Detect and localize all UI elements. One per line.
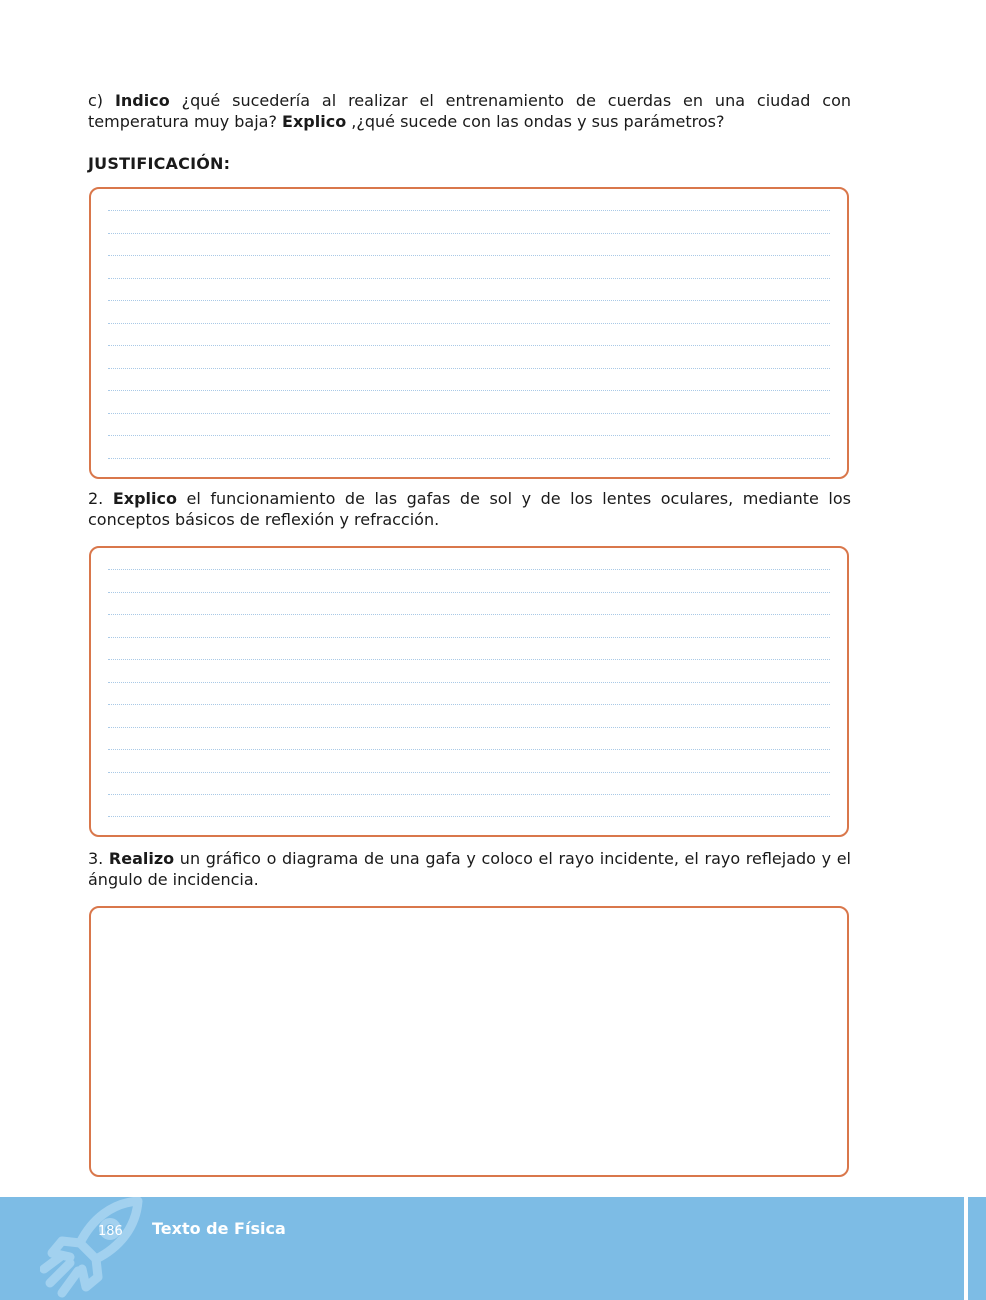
page-number: 186	[98, 1224, 123, 1239]
guide-line	[108, 390, 830, 391]
question-2-text: el funcionamiento de las gafas de sol y de los lentes oculares, mediante los conceptos básicos de reflexión y refracción.	[88, 489, 851, 529]
guide-line	[108, 413, 830, 414]
guide-line	[108, 345, 830, 346]
guide-line	[108, 435, 830, 436]
guide-line	[108, 659, 830, 660]
question-c	[88, 90, 851, 132]
guide-line	[108, 458, 830, 459]
guide-line	[108, 569, 830, 570]
question-3-prefix: 3.	[88, 849, 109, 868]
question-3	[88, 848, 851, 890]
guide-line	[108, 255, 830, 256]
question-2	[88, 488, 851, 530]
question-c-text-1: ¿qué sucedería al realizar el entrenamiento de cuerdas en una ciudad con temperatura muy baja?	[88, 91, 852, 131]
guide-line	[108, 300, 830, 301]
guide-line	[108, 233, 830, 234]
guide-line	[108, 772, 830, 773]
question-3-verb-realizo: Realizo	[108, 849, 175, 868]
answer-box-justification[interactable]	[89, 187, 849, 479]
rocket-icon	[40, 1197, 150, 1300]
guide-line	[108, 614, 830, 615]
guide-line	[108, 637, 830, 638]
justification-heading: JUSTIFICACIÓN:	[88, 154, 231, 173]
guide-line	[108, 727, 830, 728]
guide-line	[108, 592, 830, 593]
guide-line	[108, 749, 830, 750]
question-2-verb-explico: Explico	[112, 489, 177, 508]
guide-line	[108, 368, 830, 369]
guide-line	[108, 682, 830, 683]
question-c-verb-explico: Explico	[282, 112, 347, 131]
question-3-text: un gráfico o diagrama de una gafa y coloco el rayo incidente, el rayo reflejado y el ángulo de incidencia.	[88, 849, 851, 889]
guide-line	[108, 278, 830, 279]
footer-band	[0, 1197, 986, 1300]
guide-line	[108, 816, 830, 817]
footer-edge-strip	[964, 1197, 986, 1300]
guide-line	[108, 704, 830, 705]
question-c-prefix: c)	[88, 91, 115, 110]
guide-line	[108, 323, 830, 324]
question-c-verb-indico: Indico	[114, 91, 170, 110]
answer-box-question-2[interactable]	[89, 546, 849, 837]
guide-line	[108, 794, 830, 795]
question-2-prefix: 2.	[88, 489, 113, 508]
drawing-box-question-3[interactable]	[89, 906, 849, 1177]
guide-line	[108, 210, 830, 211]
footer-title: Texto de Física	[152, 1219, 286, 1238]
question-c-text-2: ,¿qué sucede con las ondas y sus parámetros?	[346, 112, 725, 131]
